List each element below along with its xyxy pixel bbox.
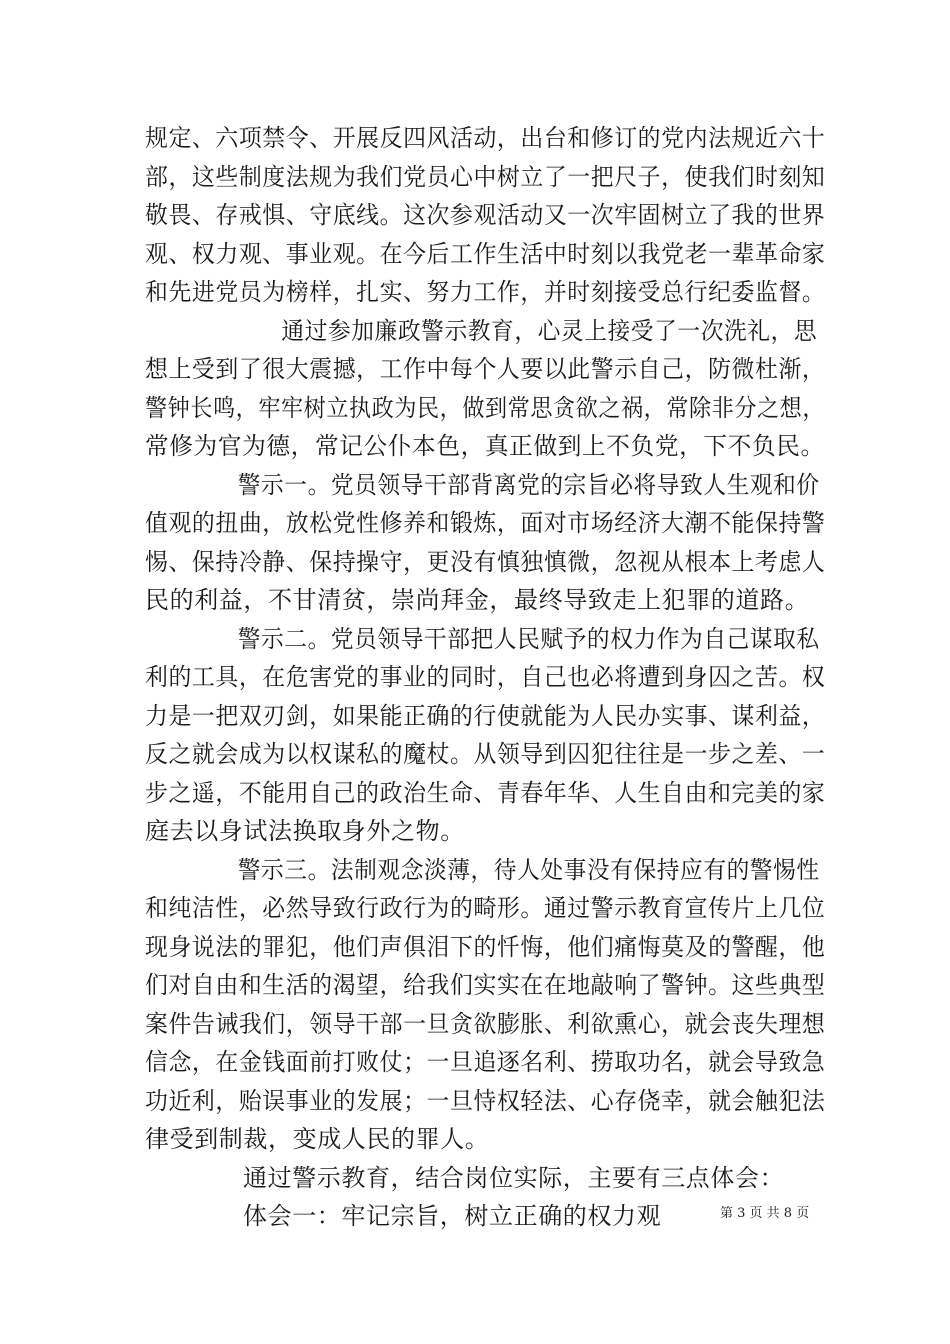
text-line: 庭去以身试法换取身外之物。: [145, 817, 465, 845]
text-line: 警示一。党员领导干部背离党的宗旨必将导致人生观和价: [237, 470, 820, 499]
text-line: 体会一：牢记宗旨，树立正确的权力观: [243, 1202, 662, 1230]
text-line: 敬畏、存戒惧、守底线。这次参观活动又一次牢固树立了我的世界: [145, 201, 826, 229]
text-line: 常修为官为德，常记公仆本色，真正做到上不负党，下不负民。: [145, 432, 825, 460]
text-line: 警示二。党员领导干部把人民赋予的权力作为自己谋取私: [237, 624, 820, 653]
text-line: 们对自由和生活的渴望，给我们实实在在地敲响了警钟。这些典型: [145, 971, 826, 999]
text-line: 功近利，贻误事业的发展；一旦恃权轻法、心存侥幸，就会触犯法: [145, 1086, 826, 1115]
text-line: 现身说法的罪犯，他们声俱泪下的忏悔，他们痛悔莫及的警醒，他: [145, 932, 826, 961]
text-line: 通过参加廉政警示教育，心灵上接受了一次洗礼，思: [281, 316, 818, 345]
text-line: 反之就会成为以权谋私的魔杖。从领导到囚犯往往是一步之差、一: [145, 740, 826, 768]
text-line: 惕、保持冷静、保持操守，更没有慎独慎微，忽视从根本上考虑人: [145, 547, 826, 576]
text-line: 民的利益，不甘清贫，崇尚拜金，最终导致走上犯罪的道路。: [145, 586, 810, 614]
text-line: 想上受到了很大震撼，工作中每个人要以此警示自己，防微杜渐，: [145, 355, 826, 383]
text-line: 值观的扭曲，放松党性修养和锻炼，面对市场经济大潮不能保持警: [145, 509, 826, 537]
text-line: 通过警示教育，结合岗位实际，主要有三点体会：: [243, 1163, 785, 1192]
text-line: 警示三。法制观念淡薄，待人处事没有保持应有的警惕性: [237, 855, 820, 884]
text-line: 律受到制裁，变成人民的罪人。: [145, 1125, 490, 1153]
text-line: 部，这些制度法规为我们党员心中树立了一把尺子，使我们时刻知: [145, 162, 826, 191]
text-line: 和纯洁性，必然导致行政行为的畸形。通过警示教育宣传片上几位: [145, 894, 826, 922]
text-line: 警钟长鸣，牢牢树立执政为民，做到常思贪欲之祸，常除非分之想，: [145, 393, 825, 422]
text-line: 和先进党员为榜样，扎实、努力工作，并时刻接受总行纪委监督。: [145, 278, 826, 306]
text-line: 力是一把双刃剑，如果能正确的行使就能为人民办实事、谋利益，: [145, 701, 826, 730]
text-line: 观、权力观、事业观。在今后工作生活中时刻以我党老一辈革命家: [145, 239, 826, 268]
text-line: 信念，在金钱面前打败仗；一旦追逐名利、捞取功名，就会导致急: [145, 1048, 826, 1076]
text-line: 案件告诫我们，领导干部一旦贪欲膨胀、利欲熏心，就会丧失理想: [145, 1009, 826, 1038]
text-line: 规定、六项禁令、开展反四风活动，出台和修订的党内法规近六十: [145, 124, 826, 152]
document-body: [145, 119, 825, 1236]
page-number-footer: 第 3 页 共 8 页: [720, 1206, 810, 1221]
text-line: 利的工具，在危害党的事业的同时，自己也必将遭到身囚之苦。权: [145, 663, 826, 691]
text-line: 步之遥，不能用自己的政治生命、青春年华、人生自由和完美的家: [145, 778, 826, 807]
